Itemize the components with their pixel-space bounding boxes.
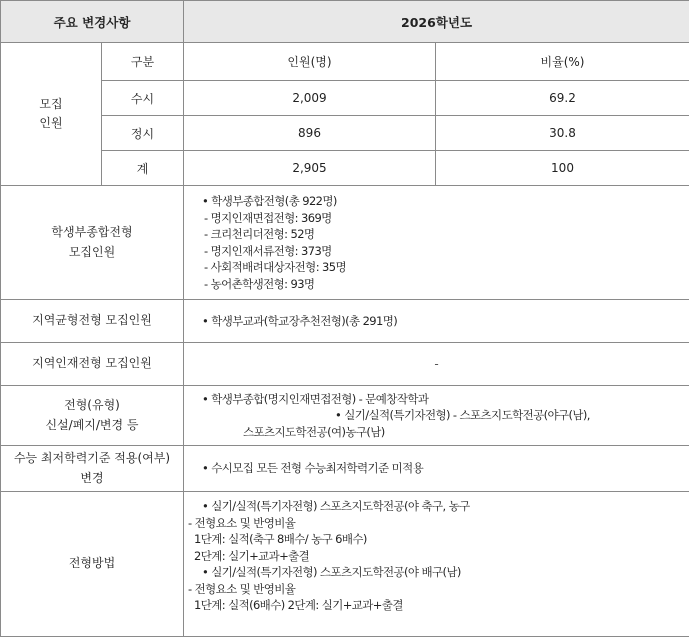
recruit-label-line2: 인원 (1, 114, 101, 133)
csat-minimum-label-line2: 변경 (1, 469, 183, 488)
admission-change-content (184, 386, 689, 446)
list-item: - 사회적배려대상자전형: 35명 (188, 259, 685, 276)
regional-balance-content (184, 300, 689, 343)
method-content (184, 492, 689, 637)
recruit-label (1, 43, 102, 186)
list-item: • 실기/실적(특기자전형) 스포츠지도학전공(야 축구, 농구 (188, 498, 685, 515)
row-count: 2,009 (184, 81, 436, 116)
row-type: 수시 (102, 81, 184, 116)
regional-talent-row (1, 343, 689, 386)
list-item: • 학생부종합전형(총 922명) (188, 193, 685, 210)
csat-minimum-label (1, 446, 184, 492)
col-header-ratio: 비율(%) (436, 43, 689, 81)
csat-minimum-content (184, 446, 689, 492)
row-type: 계 (102, 151, 184, 186)
row-count: 2,905 (184, 151, 436, 186)
admission-change-label-line1: 전형(유형) (1, 396, 183, 415)
list-item: 2단계: 실기+교과+출결 (188, 548, 685, 565)
recruit-label-line1: 모집 (1, 95, 101, 114)
list-item: • 수시모집 모든 전형 수능최저학력기준 미적용 (188, 460, 685, 477)
header-changes: 주요 변경사항 (1, 1, 184, 43)
list-item: • 학생부교과(학교장추천전형)(총 291명) (188, 313, 685, 330)
col-header-type: 구분 (102, 43, 184, 81)
row-ratio: 69.2 (436, 81, 689, 116)
regional-balance-row (1, 300, 689, 343)
student-comprehensive-label-line1: 학생부종합전형 (1, 223, 183, 242)
list-item: • 학생부종합(명지인재면접전형) - 문예창작학과 (188, 391, 685, 408)
table-header-row (1, 1, 689, 43)
list-item: - 전형요소 및 반영비율 (188, 515, 685, 532)
student-comprehensive-label (1, 186, 184, 300)
admission-change-label (1, 386, 184, 446)
regional-balance-label: 지역균형전형 모집인원 (1, 300, 184, 343)
row-type: 정시 (102, 116, 184, 151)
header-year: 2026학년도 (184, 1, 689, 43)
method-label: 전형방법 (1, 492, 184, 637)
table-row (1, 116, 689, 151)
regional-talent-value: - (184, 343, 689, 386)
list-item: - 전형요소 및 반영비율 (188, 581, 685, 598)
table-row (1, 151, 689, 186)
csat-minimum-row (1, 446, 689, 492)
list-item: - 명지인재면접전형: 369명 (188, 210, 685, 227)
csat-minimum-label-line1: 수능 최저학력기준 적용(여부) (1, 449, 183, 468)
row-count: 896 (184, 116, 436, 151)
list-item: 스포츠지도학전공(여)농구(남) (188, 424, 685, 441)
list-item: - 농어촌학생전형: 93명 (188, 276, 685, 293)
list-item: 1단계: 실적(6배수) 2단계: 실기+교과+출결 (188, 597, 685, 614)
student-comprehensive-label-line2: 모집인원 (1, 243, 183, 262)
admission-change-label-line2: 신설/폐지/변경 등 (1, 416, 183, 435)
recruit-columns-row (1, 43, 689, 81)
student-comprehensive-row (1, 186, 689, 300)
list-item: • 실기/실적(특기자전형) 스포츠지도학전공(야 배구(남) (188, 564, 685, 581)
list-item: • 실기/실적(특기자전형) - 스포츠지도학전공(야구(남), (188, 407, 685, 424)
row-ratio: 100 (436, 151, 689, 186)
method-row (1, 492, 689, 637)
student-comprehensive-content (184, 186, 689, 300)
list-item: - 크리천리더전형: 52명 (188, 226, 685, 243)
table-row (1, 81, 689, 116)
list-item: 1단계: 실적(축구 8배수/ 농구 6배수) (188, 531, 685, 548)
list-item: - 명지인재서류전형: 373명 (188, 243, 685, 260)
row-ratio: 30.8 (436, 116, 689, 151)
regional-talent-label: 지역인재전형 모집인원 (1, 343, 184, 386)
col-header-count: 인원(명) (184, 43, 436, 81)
admission-change-row (1, 386, 689, 446)
